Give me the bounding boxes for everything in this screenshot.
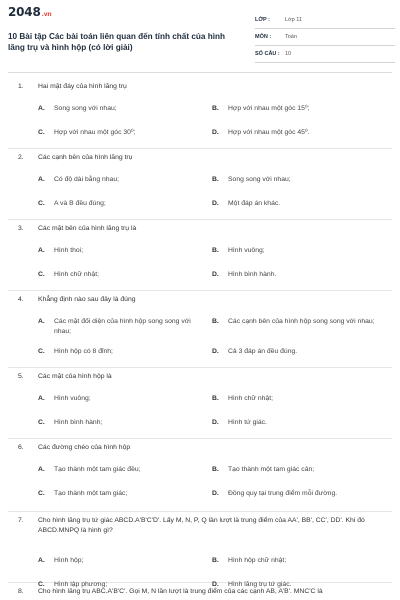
option-text: Song song với nhau;: [228, 176, 291, 183]
option-text: Hợp với nhau một góc 45⁰.: [228, 129, 310, 136]
question-number: 5.: [18, 373, 24, 380]
option-letter: A.: [38, 557, 45, 564]
option-letter: D.: [212, 490, 219, 497]
option-text: Hình hộp chữ nhật;: [228, 557, 287, 564]
option-letter: D.: [212, 348, 219, 355]
question-text: Các đường chéo của hình hộp: [38, 444, 131, 451]
option-text: Hình lăng trụ tứ giác.: [228, 581, 292, 588]
answer-option-a[interactable]: [38, 465, 204, 475]
answer-option-a[interactable]: [38, 246, 204, 256]
option-letter: B.: [212, 395, 219, 402]
answer-option-d[interactable]: [212, 489, 378, 499]
option-text: Hình vuông;: [228, 247, 265, 254]
answer-option-a[interactable]: [38, 556, 204, 566]
option-text: Hình hộp;: [54, 557, 84, 564]
question-4: [0, 291, 400, 367]
question-number: 2.: [18, 154, 24, 161]
option-letter: D.: [212, 129, 219, 136]
question-1: [0, 78, 400, 148]
question-stem: [0, 516, 400, 536]
option-letter: A.: [38, 105, 45, 112]
answer-option-b[interactable]: [212, 175, 378, 185]
answer-option-a[interactable]: [38, 175, 204, 185]
answer-option-b[interactable]: [212, 394, 378, 404]
question-number: 3.: [18, 225, 24, 232]
option-text: Các mặt đối diện của hình hộp song song với nhau;: [54, 318, 191, 335]
question-5: [0, 368, 400, 438]
answer-option-b[interactable]: [212, 246, 378, 256]
option-letter: A.: [38, 176, 45, 183]
option-letter: A.: [38, 247, 45, 254]
meta-row-class: [255, 12, 395, 29]
logo-suffix: .vn: [41, 11, 52, 18]
meta-table: [255, 12, 395, 63]
answer-option-d[interactable]: [212, 199, 378, 209]
option-letter: A.: [38, 395, 45, 402]
question-number: 1.: [18, 83, 24, 90]
option-letter: D.: [212, 271, 219, 278]
option-letter: C.: [38, 129, 45, 136]
answer-option-c[interactable]: [38, 347, 204, 357]
question-3: [0, 220, 400, 290]
question-text: Khẳng định nào sau đây là đúng: [38, 296, 136, 303]
answer-option-c[interactable]: [38, 270, 204, 280]
option-letter: C.: [38, 200, 45, 207]
option-letter: C.: [38, 419, 45, 426]
document-header: [0, 0, 400, 72]
site-logo[interactable]: [8, 5, 51, 19]
option-letter: A.: [38, 318, 45, 325]
option-text: Hình chữ nhật;: [228, 395, 273, 402]
option-text: Các cạnh bên của hình hộp song song với nhau;: [228, 318, 375, 325]
option-text: Cả 3 đáp án đều đúng.: [228, 348, 298, 355]
option-letter: B.: [212, 247, 219, 254]
answer-option-b[interactable]: [212, 465, 378, 475]
answer-option-a[interactable]: [38, 394, 204, 404]
option-letter: B.: [212, 176, 219, 183]
question-stem: [0, 153, 400, 163]
meta-row-subject: [255, 29, 395, 46]
option-text: Hợp với nhau một góc 15⁰;: [228, 105, 310, 112]
meta-row-count: [255, 46, 395, 63]
question-text: Cho hình lăng trụ tứ giác ABCD.A'B'C'D'. Lấy M, N, P, Q lần lượt là trung điểm của AA', BB', CC', DD'. Khi đó ABCD.MNPQ là hình gì?: [38, 517, 365, 534]
question-text: Các mặt của hình hộp là: [38, 373, 112, 380]
answer-option-c[interactable]: [38, 489, 204, 499]
option-letter: A.: [38, 466, 45, 473]
option-letter: D.: [212, 581, 219, 588]
meta-value: Lớp 11: [285, 17, 302, 23]
option-text: Hình bình hành;: [54, 419, 103, 426]
question-list: [0, 78, 400, 600]
answer-option-d[interactable]: [212, 128, 378, 138]
answer-option-b[interactable]: [212, 104, 378, 114]
question-stem: [0, 587, 400, 597]
meta-value: Toán: [285, 34, 297, 40]
option-text: Hình vuông;: [54, 395, 91, 402]
option-text: Hợp với nhau một góc 30⁰;: [54, 129, 136, 136]
answer-option-b[interactable]: [212, 317, 378, 327]
option-text: Tạo thành một tam giác;: [54, 490, 128, 497]
header-divider: [8, 72, 392, 73]
option-text: Song song với nhau;: [54, 105, 117, 112]
question-stem: [0, 82, 400, 92]
question-text: Các mặt bên của hình lăng trụ là: [38, 225, 137, 232]
question-stem: [0, 443, 400, 453]
answer-option-b[interactable]: [212, 556, 378, 566]
option-letter: D.: [212, 419, 219, 426]
question-7: [0, 512, 400, 588]
meta-label: SỐ CÂU :: [255, 51, 280, 57]
question-stem: [0, 224, 400, 234]
question-text: Các cạnh bên của hình lăng trụ: [38, 154, 133, 161]
question-stem: [0, 295, 400, 305]
answer-option-c[interactable]: [38, 199, 204, 209]
answer-option-a[interactable]: [38, 104, 204, 114]
option-text: Hình chữ nhật;: [54, 271, 99, 278]
answer-option-d[interactable]: [212, 418, 378, 428]
question-number: 4.: [18, 296, 24, 303]
question-text: Cho hình lăng trụ ABC.A'B'C'. Gọi M, N lần lượt là trung điểm của các cạnh AB, A'B'. MNC'C là: [38, 588, 323, 595]
answer-option-c[interactable]: [38, 128, 204, 138]
answer-option-d[interactable]: [212, 270, 378, 280]
answer-option-a[interactable]: [38, 317, 204, 337]
option-letter: C.: [38, 490, 45, 497]
option-text: A và B đều đúng;: [54, 200, 106, 207]
option-letter: D.: [212, 200, 219, 207]
option-text: Đồng quy tại trung điểm mỗi đường.: [228, 490, 338, 497]
option-letter: B.: [212, 105, 219, 112]
meta-value: 10: [285, 51, 292, 57]
question-8: [0, 583, 400, 600]
question-text: Hai mặt đáy của hình lăng trụ: [38, 83, 127, 90]
option-text: Hình thoi;: [54, 247, 84, 254]
option-text: Hình tứ giác.: [228, 419, 267, 426]
option-letter: C.: [38, 348, 45, 355]
question-6: [0, 439, 400, 511]
option-text: Hình lập phương;: [54, 581, 108, 588]
question-stem: [0, 372, 400, 382]
option-text: Hình hộp có 8 đỉnh;: [54, 348, 113, 355]
option-text: Tạo thành một tam giác đều;: [54, 466, 141, 473]
logo-main: 2048: [8, 5, 41, 19]
option-letter: C.: [38, 581, 45, 588]
answer-option-c[interactable]: [38, 418, 204, 428]
question-number: 6.: [18, 444, 24, 451]
question-2: [0, 149, 400, 219]
option-text: Tạo thành một tam giác cân;: [228, 466, 315, 473]
answer-option-d[interactable]: [212, 347, 378, 357]
question-number: 7.: [18, 517, 24, 524]
meta-label: LỚP :: [255, 17, 270, 23]
option-letter: B.: [212, 557, 219, 564]
option-text: Một đáp án khác.: [228, 200, 281, 207]
meta-label: MÔN :: [255, 34, 272, 40]
option-letter: C.: [38, 271, 45, 278]
option-text: Có độ dài bằng nhau;: [54, 176, 120, 183]
option-letter: B.: [212, 466, 219, 473]
option-letter: B.: [212, 318, 219, 325]
option-text: Hình bình hành.: [228, 271, 277, 278]
document-title: 10 Bài tập Các bài toán liên quan đến tính chất của hình lăng trụ và hình hộp (có lời giải): [8, 32, 226, 52]
question-number: 8.: [18, 588, 24, 595]
